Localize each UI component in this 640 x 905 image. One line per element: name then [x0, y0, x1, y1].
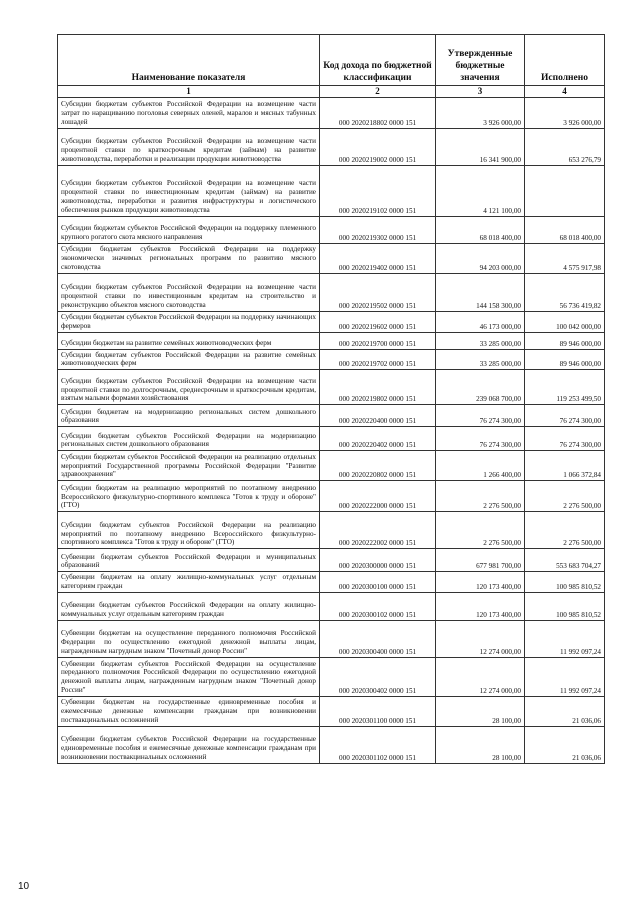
table-row [58, 572, 605, 593]
table-row [58, 166, 605, 217]
row-done: 653 276,79 [525, 129, 605, 166]
table-row [58, 451, 605, 481]
row-done: 11 992 097,24 [525, 658, 605, 697]
row-name: Субсидии бюджетам субъектов Российской Федерации на развитие семейных животноводческих ферм [58, 349, 320, 370]
row-done: 119 253 499,50 [525, 370, 605, 405]
row-done: 2 276 500,00 [525, 481, 605, 512]
row-code: 000 2020219102 0000 151 [320, 166, 436, 217]
table-row [58, 427, 605, 451]
row-done: 553 683 704,27 [525, 549, 605, 572]
header-approved: Утвержденные бюджетные значения [436, 35, 525, 86]
row-code: 000 2020219702 0000 151 [320, 349, 436, 370]
table-row [58, 726, 605, 763]
row-code: 000 2020219502 0000 151 [320, 273, 436, 311]
row-approved: 120 173 400,00 [436, 572, 525, 593]
table-row [58, 593, 605, 621]
row-code: 000 2020219002 0000 151 [320, 129, 436, 166]
table-row [58, 349, 605, 370]
row-name: Субсидии бюджетам субъектов Российской Федерации на поддержку племенного крупного рогатого скота мясного направления [58, 217, 320, 244]
row-name: Субсидии бюджетам субъектов Российской Федерации на поддержку начинающих фермеров [58, 311, 320, 332]
table-row [58, 549, 605, 572]
row-approved: 144 158 300,00 [436, 273, 525, 311]
row-done: 76 274 300,00 [525, 427, 605, 451]
row-code: 000 2020300400 0000 151 [320, 621, 436, 658]
row-done: 21 036,06 [525, 697, 605, 727]
row-approved: 76 274 300,00 [436, 405, 525, 427]
row-done: 100 042 000,00 [525, 311, 605, 332]
row-code: 000 2020220400 0000 151 [320, 405, 436, 427]
row-code: 000 2020219602 0000 151 [320, 311, 436, 332]
row-done: 21 036,06 [525, 726, 605, 763]
column-number-1: 1 [58, 86, 320, 98]
row-code: 000 2020219302 0000 151 [320, 217, 436, 244]
table-row [58, 98, 605, 129]
row-name: Субвенции бюджетам на оплату жилищно-коммунальных услуг отдельным категориям граждан [58, 572, 320, 593]
row-code: 000 2020218802 0000 151 [320, 98, 436, 129]
row-done: 89 946 000,00 [525, 349, 605, 370]
row-done: 68 018 400,00 [525, 217, 605, 244]
column-number-2: 2 [320, 86, 436, 98]
table-header-row [58, 35, 605, 86]
row-name: Субвенции бюджетам субъектов Российской Федерации и муниципальных образований [58, 549, 320, 572]
row-approved: 12 274 000,00 [436, 621, 525, 658]
row-name: Субсидии бюджетам на развитие семейных животноводческих ферм [58, 332, 320, 349]
row-code: 000 2020300100 0000 151 [320, 572, 436, 593]
row-code: 000 2020301102 0000 151 [320, 726, 436, 763]
row-approved: 33 285 000,00 [436, 349, 525, 370]
row-approved: 16 341 900,00 [436, 129, 525, 166]
row-approved: 46 173 000,00 [436, 311, 525, 332]
row-code: 000 2020300102 0000 151 [320, 593, 436, 621]
row-done: 3 926 000,00 [525, 98, 605, 129]
row-done: 2 276 500,00 [525, 512, 605, 549]
table-row [58, 370, 605, 405]
table-row [58, 512, 605, 549]
table-row [58, 273, 605, 311]
row-approved: 4 121 100,00 [436, 166, 525, 217]
row-approved: 239 068 700,00 [436, 370, 525, 405]
table-row [58, 217, 605, 244]
row-done: 100 985 810,52 [525, 593, 605, 621]
row-name: Субсидии бюджетам субъектов Российской Федерации на возмещение части затрат по наращиванию поголовья северных оленей, маралов и мясных табунных лошадей [58, 98, 320, 129]
row-approved: 28 100,00 [436, 697, 525, 727]
table-row [58, 129, 605, 166]
column-number-4: 4 [525, 86, 605, 98]
row-name: Субвенции бюджетам субъектов Российской Федерации на оплату жилищно-коммунальных услуг отдельным категориям граждан [58, 593, 320, 621]
row-approved: 12 274 000,00 [436, 658, 525, 697]
row-done: 11 992 097,24 [525, 621, 605, 658]
row-approved: 2 276 500,00 [436, 512, 525, 549]
row-approved: 2 276 500,00 [436, 481, 525, 512]
row-name: Субсидии бюджетам субъектов Российской Федерации на поддержку экономически значимых региональных программ по развитию мясного скотоводства [58, 244, 320, 274]
row-code: 000 2020220802 0000 151 [320, 451, 436, 481]
row-code: 000 2020220402 0000 151 [320, 427, 436, 451]
table-row [58, 621, 605, 658]
row-name: Субсидии бюджетам субъектов Российской Федерации на реализацию отдельных мероприятий Государственной программы Российской Федерации "Развитие здравоохранения" [58, 451, 320, 481]
row-name: Субвенции бюджетам субъектов Российской Федерации на государственные единовременные пособия и ежемесячные денежные компенсации гражданам при возникновении поствакцинальных осложнений [58, 726, 320, 763]
row-code: 000 2020222000 0000 151 [320, 481, 436, 512]
table-row [58, 481, 605, 512]
row-name: Субвенции бюджетам на осуществление переданного полномочия Российской Федерации по осуществлению ежегодной денежной выплаты лицам, награжденным нагрудным знаком "Почетный донор России" [58, 621, 320, 658]
row-done: 100 985 810,52 [525, 572, 605, 593]
row-code: 000 2020222002 0000 151 [320, 512, 436, 549]
header-name: Наименование показателя [58, 35, 320, 86]
table-row [58, 405, 605, 427]
row-approved: 76 274 300,00 [436, 427, 525, 451]
row-done: 89 946 000,00 [525, 332, 605, 349]
row-name: Субсидии бюджетам субъектов Российской Федерации на реализацию мероприятий по поэтапному внедрению Всероссийского физкультурно-спортивного комплекса "Готов к труду и обороне" (ГТО) [58, 512, 320, 549]
row-name: Субсидии бюджетам субъектов Российской Федерации на модернизацию региональных систем дошкольного образования [58, 427, 320, 451]
row-done: 76 274 300,00 [525, 405, 605, 427]
row-approved: 28 100,00 [436, 726, 525, 763]
row-name: Субвенции бюджетам субъектов Российской Федерации на осуществление переданного полномочия Российской Федерации по осуществлению ежегодной денежной выплаты лицам, награжденным нагрудным знаком "Почетный донор России" [58, 658, 320, 697]
row-name: Субсидии бюджетам на модернизацию региональных систем дошкольного образования [58, 405, 320, 427]
row-name: Субсидии бюджетам на реализацию мероприятий по поэтапному внедрению Всероссийского физкультурно-спортивного комплекса "Готов к труду и обороне" (ГТО) [58, 481, 320, 512]
column-number-row [58, 86, 605, 98]
row-code: 000 2020301100 0000 151 [320, 697, 436, 727]
row-done: 1 066 372,84 [525, 451, 605, 481]
row-code: 000 2020219700 0000 151 [320, 332, 436, 349]
row-name: Субвенции бюджетам на государственные единовременные пособия и ежемесячные денежные компенсации гражданам при возникновении поствакцинальных осложнений [58, 697, 320, 727]
row-name: Субсидии бюджетам субъектов Российской Федерации на возмещение части процентной ставки по краткосрочным кредитам (займам) на развитие животноводства, переработки и реализации продукции животноводства [58, 129, 320, 166]
page-number: 10 [18, 881, 30, 892]
row-name: Субсидии бюджетам субъектов Российской Федерации на возмещение части процентной ставки по инвестиционным кредитам (займам) на развитие животноводства, переработки и развития инфраструктуры и логистического обеспечения рынков продукции животноводства [58, 166, 320, 217]
table-row [58, 332, 605, 349]
budget-table [57, 34, 605, 764]
row-approved: 1 266 400,00 [436, 451, 525, 481]
row-code: 000 2020219802 0000 151 [320, 370, 436, 405]
row-approved: 94 203 000,00 [436, 244, 525, 274]
row-done: 4 575 917,98 [525, 244, 605, 274]
column-number-3: 3 [436, 86, 525, 98]
row-name: Субсидии бюджетам субъектов Российской Федерации на возмещение части процентной ставки по инвестиционным кредитам на строительство и реконструкцию объектов мясного скотоводства [58, 273, 320, 311]
table-body [58, 98, 605, 764]
row-approved: 677 981 700,00 [436, 549, 525, 572]
table-row [58, 658, 605, 697]
row-done: 56 736 419,82 [525, 273, 605, 311]
row-code: 000 2020219402 0000 151 [320, 244, 436, 274]
row-approved: 120 173 400,00 [436, 593, 525, 621]
row-approved: 3 926 000,00 [436, 98, 525, 129]
header-code: Код дохода по бюджетной классификации [320, 35, 436, 86]
row-approved: 33 285 000,00 [436, 332, 525, 349]
row-name: Субсидии бюджетам субъектов Российской Федерации на возмещение части процентной ставки по долгосрочным, среднесрочным и краткосрочным кредитам, взятым малыми формами хозяйствования [58, 370, 320, 405]
row-approved: 68 018 400,00 [436, 217, 525, 244]
table-row [58, 311, 605, 332]
header-done: Исполнено [525, 35, 605, 86]
row-code: 000 2020300402 0000 151 [320, 658, 436, 697]
row-done [525, 166, 605, 217]
table-row [58, 244, 605, 274]
table-row [58, 697, 605, 727]
row-code: 000 2020300000 0000 151 [320, 549, 436, 572]
